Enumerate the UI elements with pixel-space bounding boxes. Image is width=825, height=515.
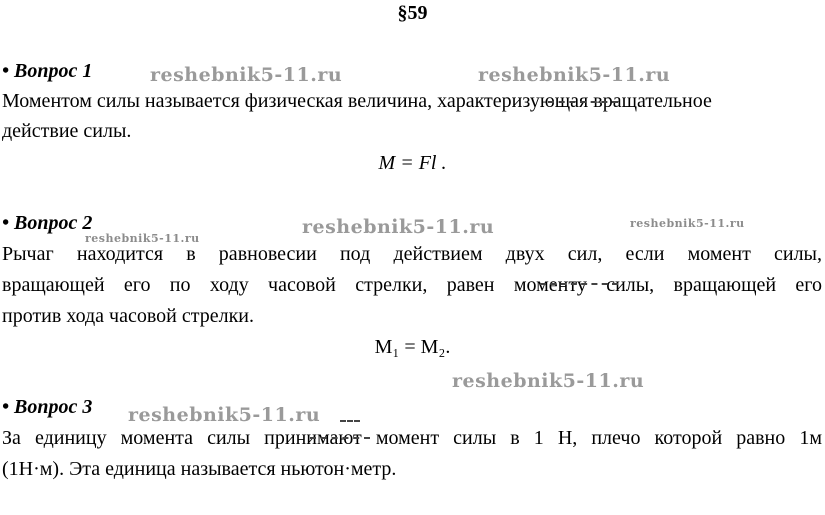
question-3-heading: • Вопрос 3 [2,396,93,418]
scribble-mark [548,101,618,104]
scribble-mark [310,437,370,440]
watermark: reshebnik5-11.ru [128,404,321,426]
section-title: §59 [397,2,428,24]
watermark-small: reshebnik5-11.ru [630,217,745,230]
question-2-heading: • Вопрос 2 [2,212,93,234]
question-2-line-3: против хода часовой стрелки. [2,305,255,327]
scribble-mark [540,283,618,286]
question-1-heading: • Вопрос 1 [2,60,93,82]
question-2-formula: M₁ = M₂. [374,336,451,358]
question-2-line-1: Рычаг находится в равновесии под действием двух сил, если момент силы, [2,243,822,265]
question-3-line-1: За единицу момента силы принимают момент силы в 1 Н, плечо которой равно 1м [2,427,822,449]
watermark: reshebnik5-11.ru [452,370,645,392]
question-1-line-1: Моментом силы называется физическая величина, характеризующая вращательное [2,90,712,112]
question-2-line-2: вращающей его по ходу часовой стрелки, равен моменту силы, вращающей его [2,274,822,296]
watermark: reshebnik5-11.ru [478,64,671,86]
scribble-mark [340,420,360,423]
watermark-small: reshebnik5-11.ru [85,232,200,245]
question-3-line-2: (1Н·м). Эта единица называется ньютон·метр. [2,458,397,480]
question-1-formula: M = Fl . [378,152,447,174]
watermark: reshebnik5-11.ru [150,64,343,86]
question-1-line-2: действие силы. [2,120,132,142]
watermark: reshebnik5-11.ru [302,216,495,238]
